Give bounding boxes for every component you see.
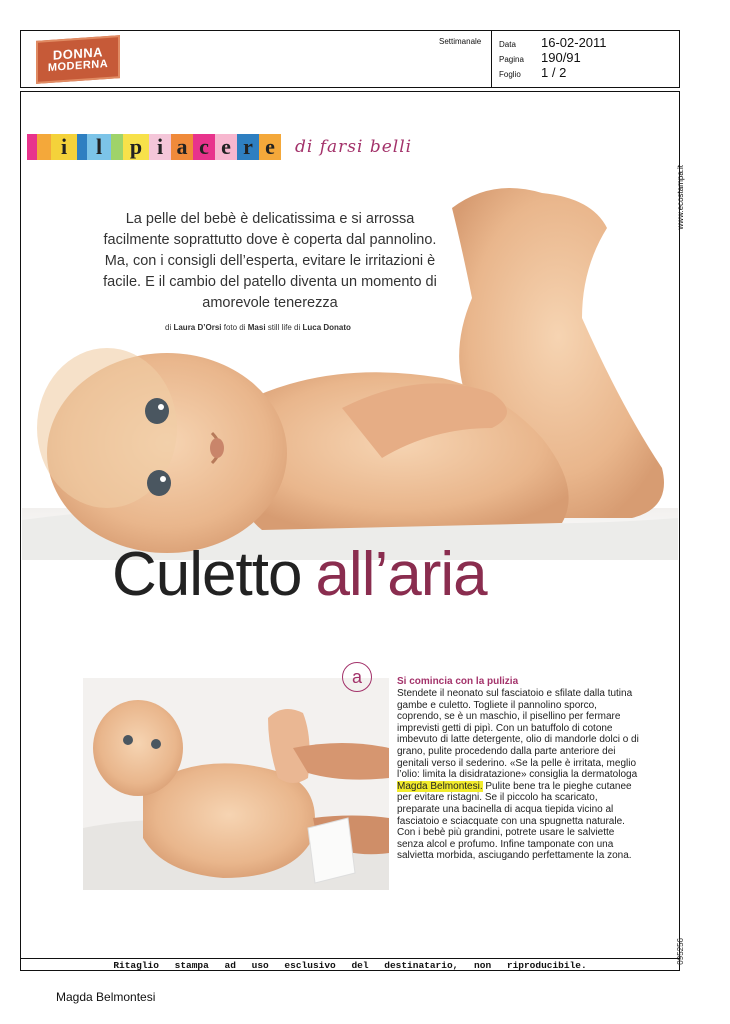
article-text-after: Pulite bene tra le pieghe cutanee per evitare ristagni. Se il piccolo ha scaricato, preparate una bacinella di acqua tiepida vicino al fasciatoio e sciacquate con una spugnetta naturale. Con i bebè più grandini, potrete usare le salviette senza alcol e profumo. Infine tamponate con una salvietta morbida, asciugando perfettamente la zona. xyxy=(397,780,632,862)
banner-tile: c xyxy=(193,134,215,160)
banner-tile xyxy=(27,134,37,160)
clipping-code: 095256 xyxy=(676,938,685,965)
banner-tile xyxy=(77,134,87,160)
page-label: Pagina xyxy=(499,55,524,64)
credits-by: di xyxy=(165,323,172,332)
footer-divider xyxy=(20,958,680,959)
article-title: Si comincia con la pulizia xyxy=(397,676,519,687)
page-caption: Magda Belmontesi xyxy=(56,990,156,1004)
date-value: 16-02-2011 xyxy=(541,35,607,50)
publication-type: Settimanale xyxy=(439,37,482,46)
logo-line1: DONNA xyxy=(52,43,104,63)
donna-moderna-logo xyxy=(36,35,120,84)
diaper-change-photo xyxy=(83,678,389,890)
highlighted-name: Magda Belmontesi. xyxy=(397,780,483,792)
credits-line xyxy=(165,323,351,332)
banner-tile: i xyxy=(149,134,171,160)
banner-tile: l xyxy=(87,134,111,160)
section-banner xyxy=(27,134,412,160)
banner-tile xyxy=(111,134,123,160)
credits-still-label: still life di xyxy=(267,323,301,332)
header-meta xyxy=(499,35,607,80)
ecostampa-url: www.ecostampa.it xyxy=(676,165,685,230)
credits-photographer: Masi xyxy=(247,323,266,332)
article-body xyxy=(397,688,643,862)
headline xyxy=(112,540,487,610)
banner-tile: r xyxy=(237,134,259,160)
credits-author: Laura D’Orsi xyxy=(173,323,222,332)
header-divider xyxy=(491,31,492,87)
banner-tagline: di farsi belli xyxy=(295,137,413,157)
banner-tile xyxy=(37,134,51,160)
banner-tile: p xyxy=(123,134,149,160)
sheet-value: 1 / 2 xyxy=(541,65,567,80)
header-box xyxy=(20,30,680,88)
banner-tile: e xyxy=(259,134,281,160)
intro-paragraph: La pelle del bebè è delicatissima e si arrossa facilmente soprattutto dove è coperta dal pannolino. Ma, con i consigli dell’esperta, evitare le irritazioni è facile. E il cambio del patello diventa un momento di amorevole tenerezza xyxy=(103,211,437,311)
footer-notice: Ritaglio stampa ad uso esclusivo del destinatario, non riproducibile. xyxy=(113,960,587,971)
article-text-before: Stendete il neonato sul fasciatoio e sfilate dalla tutina gambe e culetto. Togliete il pannolino sporco, coprendo, se è un maschio, il pisellino per fermare imprevisti getti di pipì. Con un batuffolo di cotone imbevuto di latte detergente, olio di mandorle dolci o di grano, pulite procedendo dalla parte anteriore dei genitali verso il sederino. «Se la pelle è irritata, meglio l’olio: limita la disidratazione» consiglia la dermatologa xyxy=(397,688,639,781)
headline-part1: Culetto xyxy=(112,540,302,609)
credits-still-author: Luca Donato xyxy=(302,323,351,332)
banner-tile: i xyxy=(51,134,77,160)
credits-photo-label: foto di xyxy=(223,323,246,332)
date-label: Data xyxy=(499,40,516,49)
page-value: 190/91 xyxy=(541,50,581,65)
banner-tile: a xyxy=(171,134,193,160)
section-badge: a xyxy=(342,662,372,692)
logo-line2: MODERNA xyxy=(47,57,109,74)
banner-tiles xyxy=(27,134,281,160)
banner-tile: e xyxy=(215,134,237,160)
sheet-label: Foglio xyxy=(499,70,521,79)
headline-part2: all’aria xyxy=(315,540,487,609)
